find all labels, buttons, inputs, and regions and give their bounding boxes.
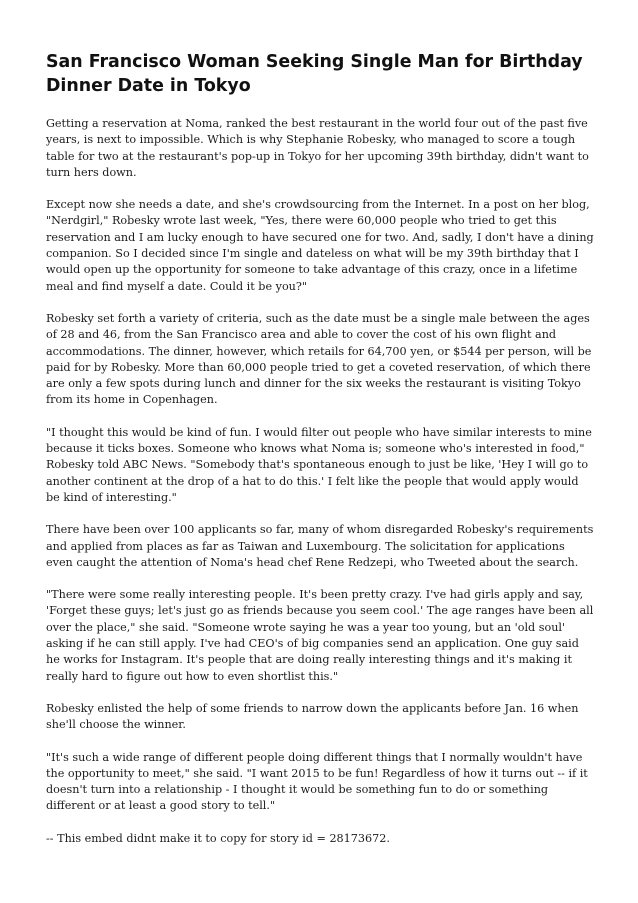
- article-paragraph: "I thought this would be kind of fun. I would filter out people who have similar interests to mine because it ticks boxes. Someone who knows what Noma is; someone who's interested in food," Robesky told ABC News. "Somebody that's spontaneous enough to just be like, 'Hey I will go to another continent at the drop of a hat to do this.' I felt like the people that would apply would be kind of interesting.": [46, 425, 592, 504]
- article-paragraph: "There were some really interesting people. It's been pretty crazy. I've had girls apply and say, 'Forget these guys; let's just go as friends because you seem cool.' The age ranges have been all over the place," she said. "Someone wrote saying he was a year too young, but an 'old soul' asking if he can still apply. I've had CEO's of big companies send an application. One guy said he works for Instagram. It's people that are doing really interesting things and it's making it really hard to figure out how to even shortlist this.": [46, 588, 594, 683]
- embed-note: -- This embed didnt make it to copy for story id = 28173672.: [46, 831, 390, 845]
- article-paragraph: There have been over 100 applicants so far, many of whom disregarded Robesky's requirements and applied from places as far as Taiwan and Luxembourg. The solicitation for applications even caught the attention of Noma's head chef Rene Redzepi, who Tweeted about the search.: [46, 523, 594, 569]
- article-paragraph: "It's such a wide range of different people doing different things that I normally wouldn't have the opportunity to meet," she said. "I want 2015 to be fun! Regardless of how it turns out -- if it doesn't turn into a relationship - I thought it would be something fun to do or something different or at least a good story to tell.": [46, 750, 588, 813]
- article-paragraph: Getting a reservation at Noma, ranked the best restaurant in the world four out of the past five years, is next to impossible. Which is why Stephanie Robesky, who managed to score a tough table for two at the restaurant's pop-up in Tokyo for her upcoming 39th birthday, didn't want to turn hers down.: [46, 117, 589, 179]
- article: [46, 50, 594, 863]
- article-title: San Francisco Woman Seeking Single Man for Birthday Dinner Date in Tokyo: [46, 52, 583, 96]
- article-paragraph: Robesky set forth a variety of criteria, such as the date must be a single male between the ages of 28 and 46, from the San Francisco area and able to cover the cost of his own flight and accommodations. The dinner, however, which retails for 64,700 yen, or $544 per person, will be paid for by Robesky. More than 60,000 people tried to get a coveted reservation, of which there are only a few spots during lunch and dinner for the six weeks the restaurant is visiting Tokyo from its home in Copenhagen.: [46, 311, 592, 407]
- article-paragraph: Except now she needs a date, and she's crowdsourcing from the Internet. In a post on her blog, "Nerdgirl," Robesky wrote last week, "Yes, there were 60,000 people who tried to get this reservation and I am lucky enough to have secured one for two. And, sadly, I don't have a dining companion. So I decided since I'm single and dateless on what will be my 39th birthday that I would open up the opportunity for someone to take advantage of this crazy, once in a lifetime meal and find myself a date. Could it be you?": [46, 198, 594, 293]
- article-paragraph: Robesky enlisted the help of some friends to narrow down the applicants before Jan. 16 when she'll choose the winner.: [46, 701, 579, 732]
